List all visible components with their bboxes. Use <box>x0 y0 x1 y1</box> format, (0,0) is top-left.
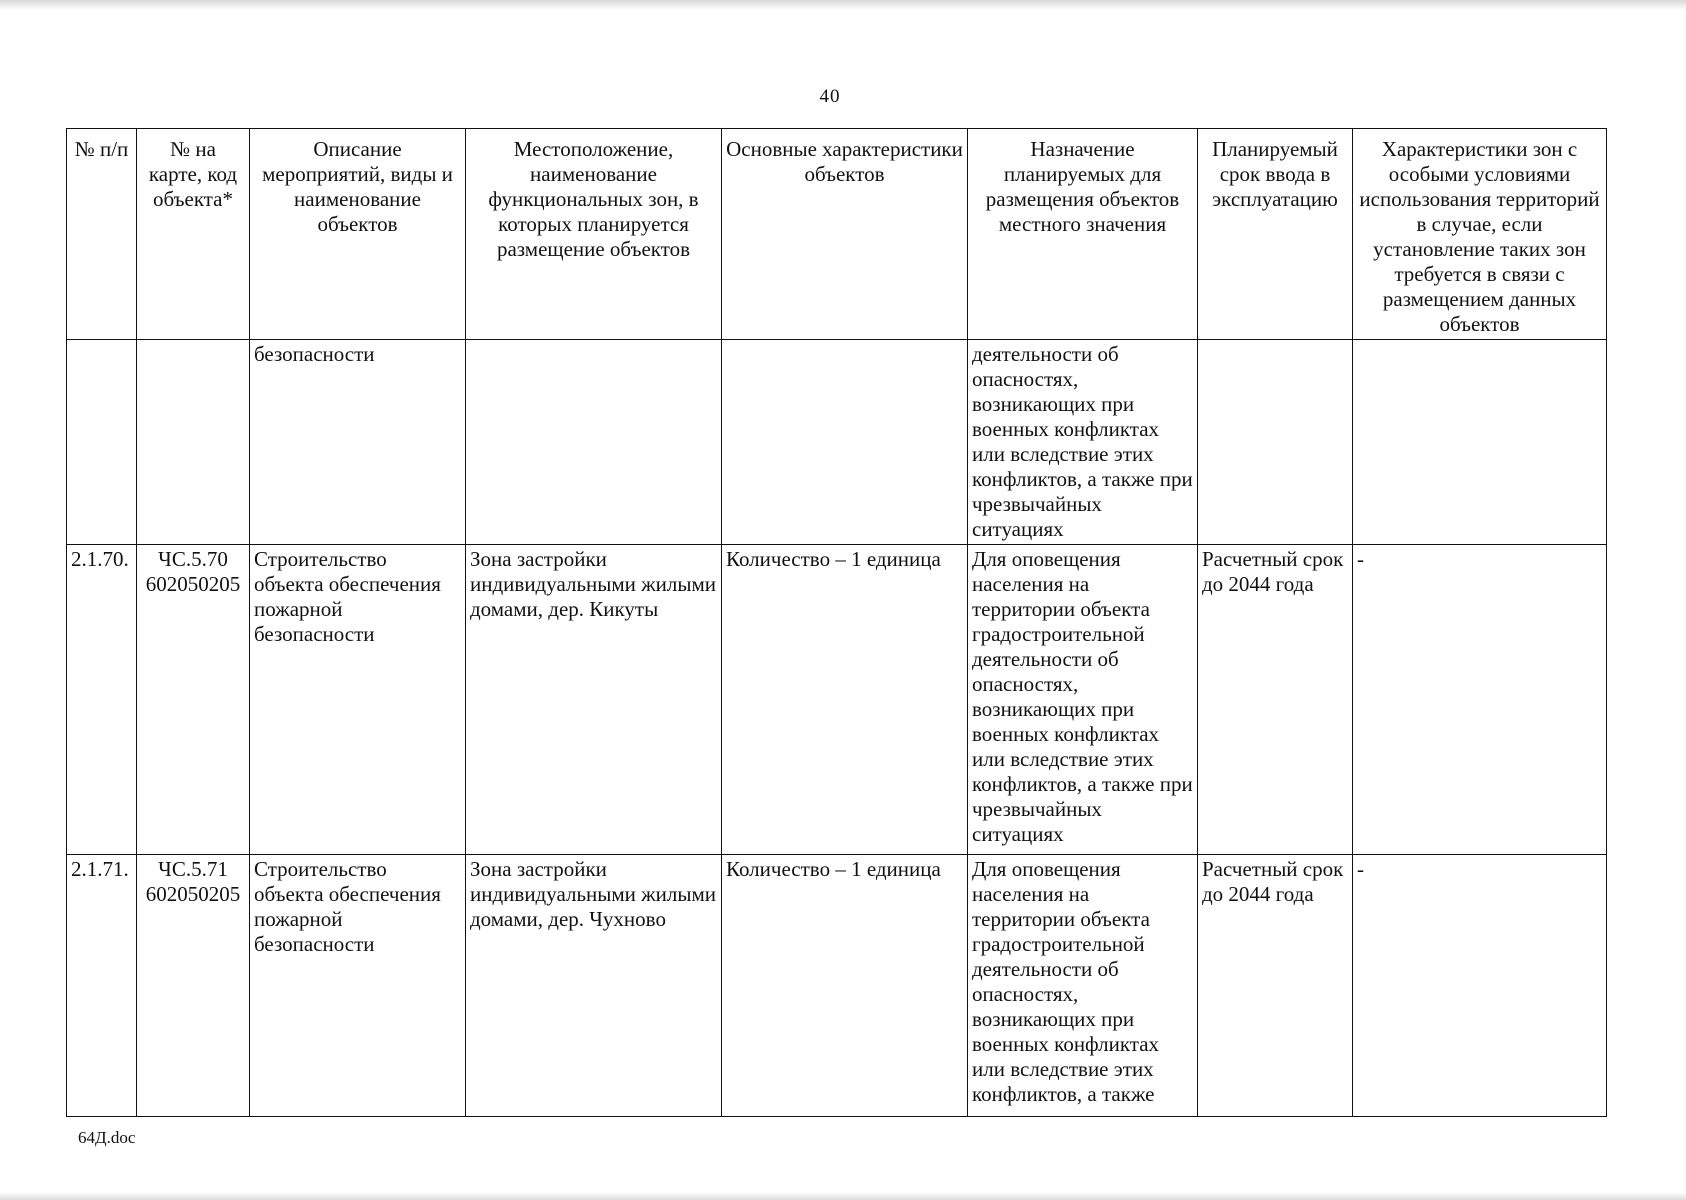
cell-map-code <box>137 340 250 545</box>
table-header-row <box>67 129 1607 340</box>
cell-description: Строительство объекта обеспечения пожарной безопасности <box>250 545 466 855</box>
cell-purpose: Для оповещения населения на территории объекта градостроительной деятельности об опасностях, возникающих при военных конфликтах или вследствие этих конфликтов, а также при чрезвычайных ситуациях <box>968 545 1198 855</box>
cell-location: Зона застройки индивидуальными жилыми домами, дер. Чухново <box>466 855 722 1117</box>
cell-location: Зона застройки индивидуальными жилыми домами, дер. Кикуты <box>466 545 722 855</box>
cell-characteristics: Количество – 1 единица <box>722 855 968 1117</box>
cell-zones <box>1353 340 1607 545</box>
cell-location <box>466 340 722 545</box>
cell-characteristics <box>722 340 968 545</box>
cell-purpose: деятельности об опасностях, возникающих при военных конфликтах или вследствие этих конфликтов, а также при чрезвычайных ситуациях <box>968 340 1198 545</box>
cell-zones: - <box>1353 545 1607 855</box>
cell-map-code: ЧС.5.70 602050205 <box>137 545 250 855</box>
cell-term <box>1198 340 1353 545</box>
scan-edge-bottom <box>0 1192 1686 1200</box>
cell-characteristics: Количество – 1 единица <box>722 545 968 855</box>
header-map-code: № на карте, код объекта* <box>137 129 250 340</box>
footer-filename: 64Д.doc <box>78 1128 136 1147</box>
cell-purpose: Для оповещения населения на территории объекта градостроительной деятельности об опасностях, возникающих при военных конфликтах или вследствие этих конфликтов, а также <box>968 855 1198 1117</box>
cell-map-code: ЧС.5.71 602050205 <box>137 855 250 1117</box>
cell-num <box>67 340 137 545</box>
cell-term: Расчетный срок до 2044 года <box>1198 855 1353 1117</box>
header-characteristics: Основные характеристики объектов <box>722 129 968 340</box>
table-row <box>67 545 1607 855</box>
table-row-continuation <box>67 340 1607 545</box>
header-location: Местоположение, наименование функциональных зон, в которых планируется размещение объектов <box>466 129 722 340</box>
cell-description: безопасности <box>250 340 466 545</box>
header-purpose: Назначение планируемых для размещения объектов местного значения <box>968 129 1198 340</box>
objects-table <box>66 128 1607 1117</box>
header-zones: Характеристики зон с особыми условиями использования территорий в случае, если установление таких зон требуется в связи с размещением данных объектов <box>1353 129 1607 340</box>
cell-num: 2.1.70. <box>67 545 137 855</box>
cell-num: 2.1.71. <box>67 855 137 1117</box>
cell-description: Строительство объекта обеспечения пожарной безопасности <box>250 855 466 1117</box>
cell-term: Расчетный срок до 2044 года <box>1198 545 1353 855</box>
cell-zones: - <box>1353 855 1607 1117</box>
scan-edge-top <box>0 0 1686 10</box>
page-number: 40 <box>819 86 841 107</box>
header-num: № п/п <box>67 129 137 340</box>
header-description: Описание мероприятий, виды и наименование объектов <box>250 129 466 340</box>
table-row <box>67 855 1607 1117</box>
header-term: Планируемый срок ввода в эксплуатацию <box>1198 129 1353 340</box>
